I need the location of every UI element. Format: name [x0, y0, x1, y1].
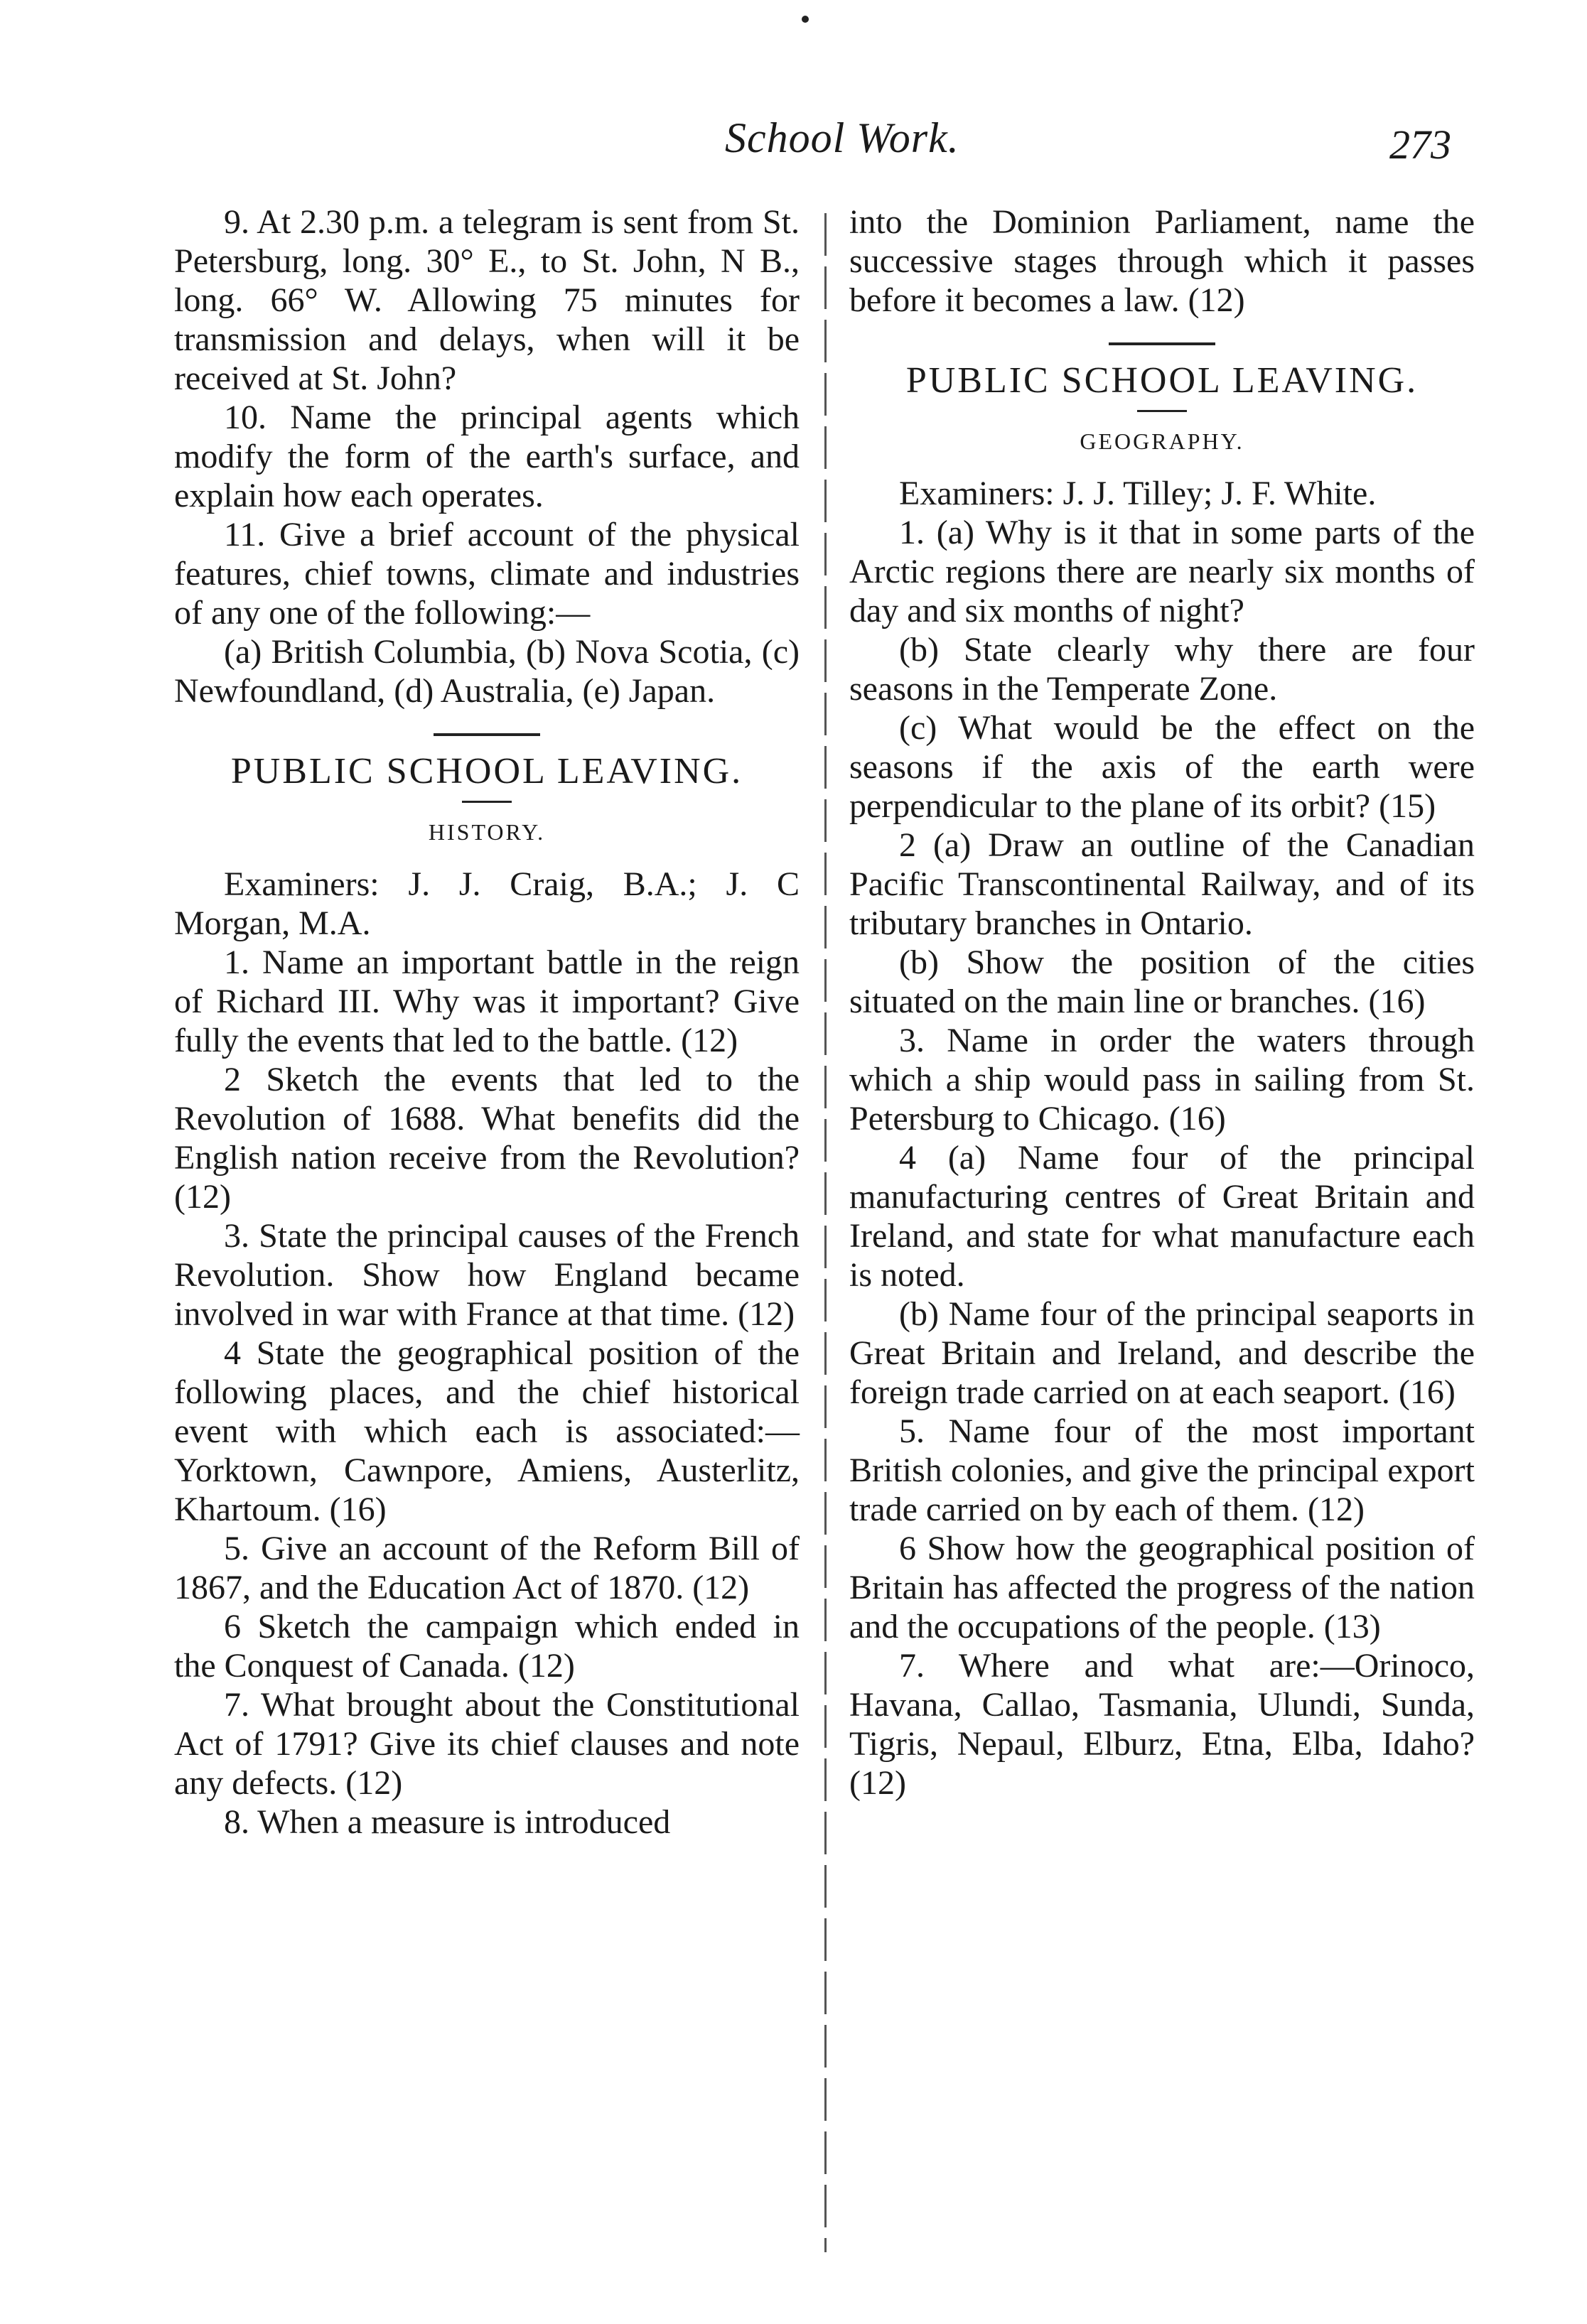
geography-question-11-options: (a) British Columbia, (b) Nova Scotia, (c) Newfoundland, (d) Australia, (e) Japan.: [174, 633, 800, 710]
geography-question-1b: (b) State clearly why there are four seasons in the Temperate Zone.: [849, 631, 1475, 708]
history-question-2: 2 Sketch the events that led to the Revolution of 1688. What benefits did the English nation receive from the Revolution? (12): [174, 1061, 800, 1216]
section-heading-geography: PUBLIC SCHOOL LEAVING.: [905, 360, 1419, 401]
geography-question-2b: (b) Show the position of the cities situated on the main line or branches. (16): [849, 944, 1475, 1020]
history-question-8: 8. When a measure is introduced: [224, 1803, 671, 1841]
geography-question-1a: 1. (a) Why is it that in some parts of the Arctic regions there are nearly six months of day and six months of night?: [849, 514, 1475, 629]
history-question-1: 1. Name an important battle in the reign of Richard III. Why was it important? Give fully the events that led to the battle. (12): [174, 944, 800, 1059]
right-column: [849, 202, 1475, 1803]
geography-question-5: 5. Name four of the most important British colonies, and give the principal export trade carried on by each of them. (12): [849, 1412, 1475, 1528]
section-divider: [1109, 342, 1215, 345]
geography-question-1c: (c) What would be the effect on the seasons if the axis of the earth were perpendicular to the plane of its orbit? (15): [849, 709, 1475, 825]
heading-divider: [462, 801, 512, 803]
history-question-4: 4 State the geographical position of the following places, and the chief historical event with which each is associated:—Yorktown, Cawnpore, Amiens, Austerlitz, Khartoum. (16): [174, 1334, 800, 1528]
running-head: School Work.: [725, 114, 959, 161]
section-divider: [434, 733, 540, 736]
history-question-6: 6 Sketch the campaign which ended in the Conquest of Canada. (12): [174, 1608, 800, 1685]
history-question-3: 3. State the principal causes of the French Revolution. Show how England became involved in war with France at that time. (12): [174, 1217, 800, 1333]
geography-question-3: 3. Name in order the waters through which a ship would pass in sailing from St. Petersburg to Chicago. (16): [849, 1022, 1475, 1137]
section-heading-history: PUBLIC SCHOOL LEAVING.: [230, 751, 743, 791]
heading-divider: [1137, 410, 1187, 412]
geography-question-7: 7. Where and what are:—Orinoco, Havana, Callao, Tasmania, Ulundi, Sunda, Tigris, Nepaul, Elburz, Etna, Elba, Idaho? (12): [849, 1647, 1475, 1802]
geography-question-6: 6 Show how the geographical position of Britain has affected the progress of the nation and the occupations of the people. (13): [849, 1530, 1475, 1645]
geography-question-2a: 2 (a) Draw an outline of the Canadian Pacific Transcontinental Railway, and of its tributary branches in Ontario.: [849, 826, 1475, 942]
geography-question-4a: 4 (a) Name four of the principal manufacturing centres of Great Britain and Ireland, and state for what manufacture each is noted.: [849, 1139, 1475, 1294]
column-divider: [824, 213, 827, 2252]
history-question-8-continued: into the Dominion Parliament, name the successive stages through which it passes before it becomes a law. (12): [849, 203, 1475, 319]
geography-question-10: 10. Name the principal agents which modify the form of the earth's surface, and explain how each operates.: [174, 399, 800, 514]
subject-label-geography: GEOGRAPHY.: [1080, 428, 1244, 454]
history-question-5: 5. Give an account of the Reform Bill of 1867, and the Education Act of 1870. (12): [174, 1530, 800, 1606]
print-speck: [802, 16, 809, 23]
subject-label-history: HISTORY.: [428, 819, 546, 845]
left-column: [174, 202, 800, 1842]
history-examiners: Examiners: J. J. Craig, B.A.; J. C Morgan, M.A.: [174, 865, 800, 942]
geography-examiners: Examiners: J. J. Tilley; J. F. White.: [899, 475, 1377, 512]
geography-question-11: 11. Give a brief account of the physical features, chief towns, climate and industries of any one of the following:—: [174, 516, 800, 632]
history-question-7: 7. What brought about the Constitutional Act of 1791? Give its chief clauses and note any defects. (12): [174, 1686, 800, 1802]
geography-question-9: 9. At 2.30 p.m. a telegram is sent from St. Petersburg, long. 30° E., to St. John, N B., long. 66° W. Allowing 75 minutes for transmission and delays, when will it be received at St. John?: [174, 203, 800, 397]
geography-question-4b: (b) Name four of the principal seaports in Great Britain and Ireland, and describe the foreign trade carried on at each seaport. (16): [849, 1295, 1475, 1411]
page-number: 273: [1389, 121, 1451, 168]
